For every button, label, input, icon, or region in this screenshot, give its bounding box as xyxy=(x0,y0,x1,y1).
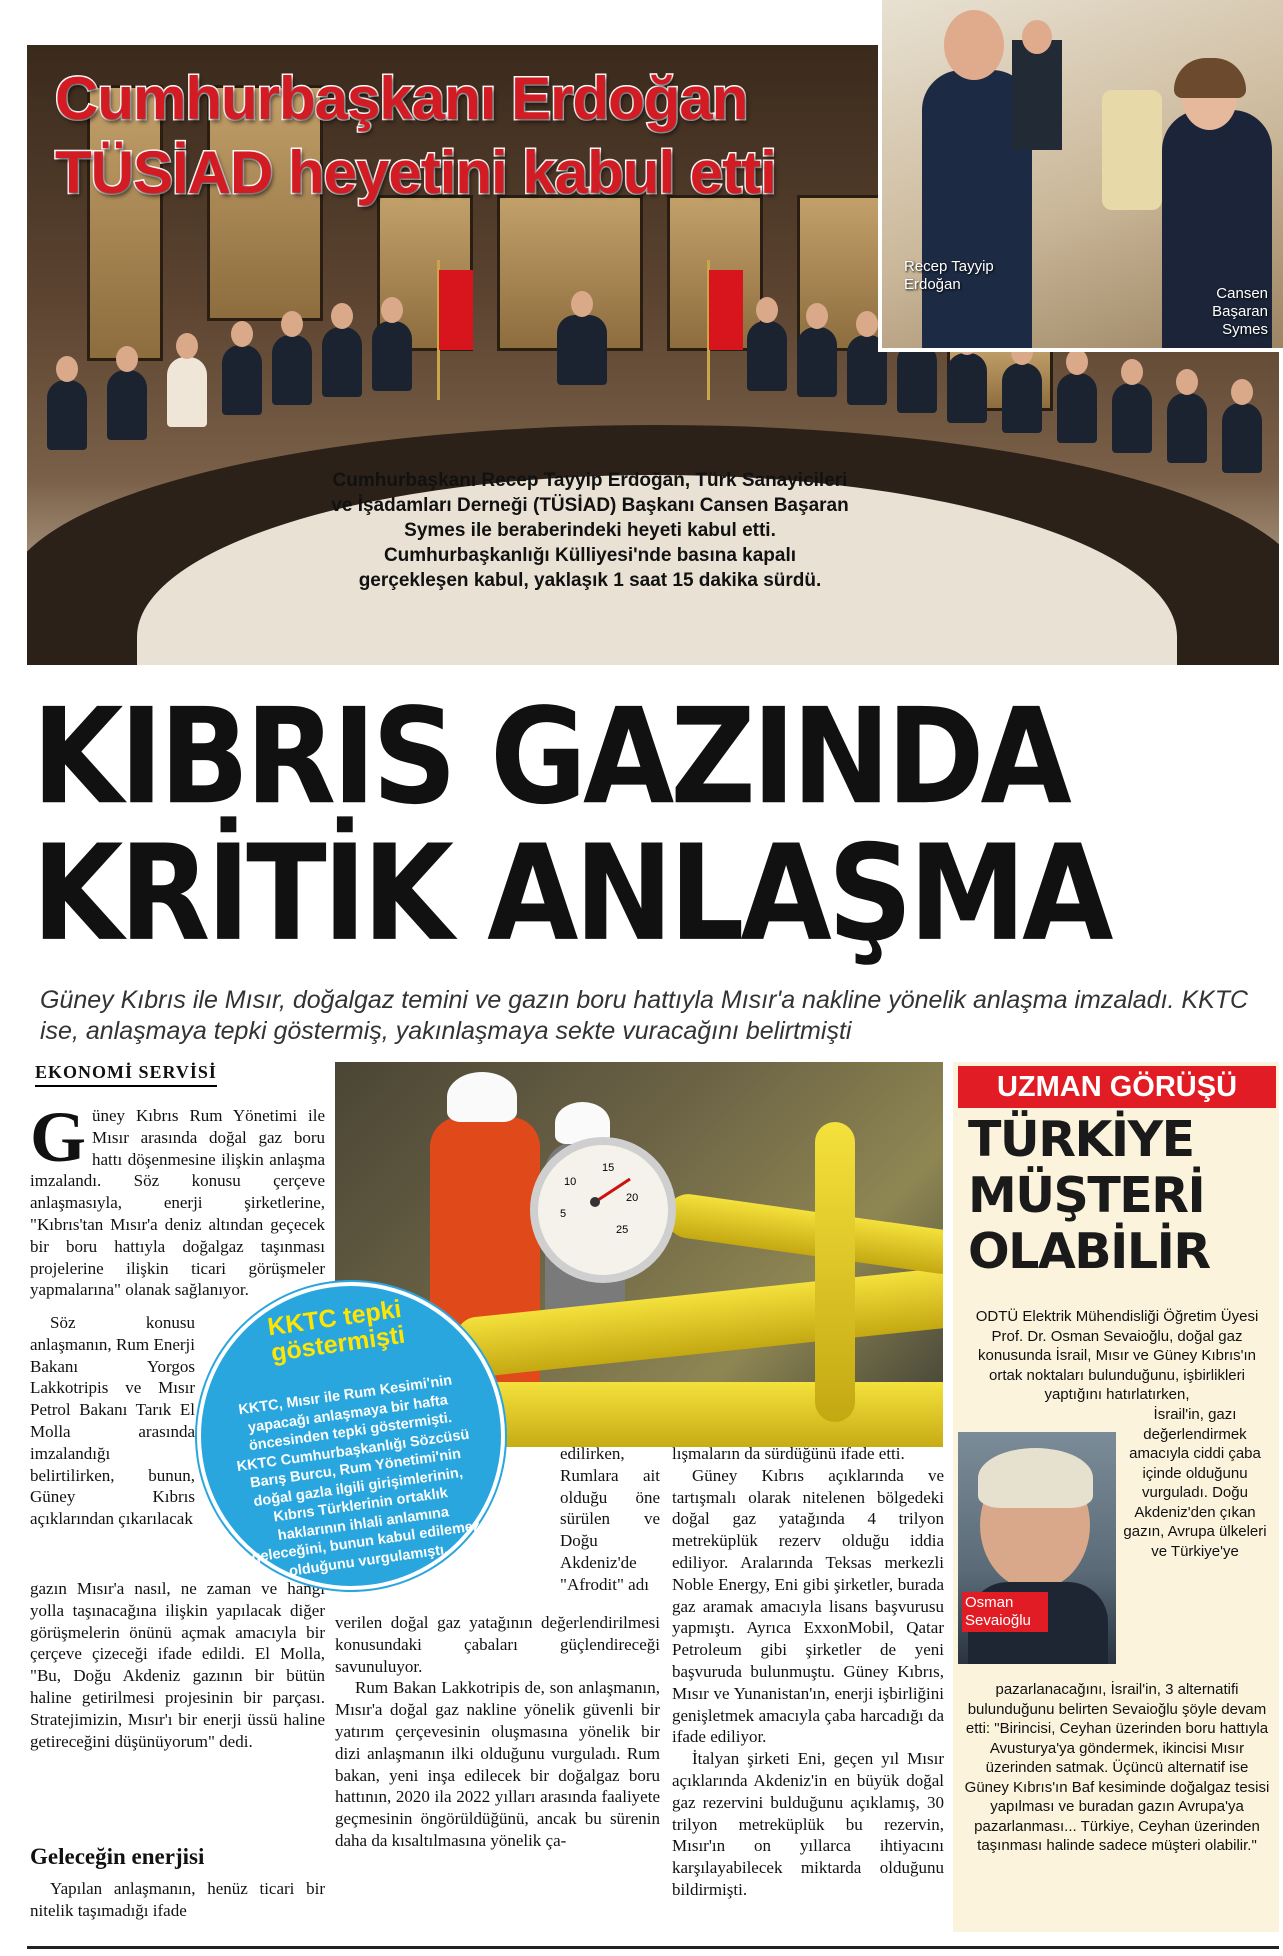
gauge-label: 10 xyxy=(564,1176,577,1188)
main-headline-line1: KIBRIS GAZINDA xyxy=(32,679,1068,834)
byline: EKONOMİ SERVİSİ xyxy=(35,1062,217,1087)
expert-text-intro: ODTÜ Elektrik Mühendisliği Öğretim Üyesi Prof. Dr. Osman Sevaioğlu, doğal gaz konusunda İsrail, Mısır ve Güney Kıbrıs'ın ortak noktaları bulunduğunu, işbirlikleri yaptığını hatırlatırken, xyxy=(975,1308,1259,1403)
article-col1-para4: Yapılan anlaşmanın, henüz ticari bir nitelik taşımadığı ifade xyxy=(30,1879,325,1920)
main-headline xyxy=(32,679,1272,971)
gauge-label: 5 xyxy=(560,1208,567,1220)
dropcap: G xyxy=(30,1097,87,1177)
inset-label-erdogan: Recep Tayyip Erdoğan xyxy=(904,258,994,293)
expert-tag: UZMAN GÖRÜŞÜ xyxy=(958,1066,1276,1108)
article-col1-para1: Güney Kıbrıs Rum Yönetimi ile Mısır arasında doğal gaz boru hattı döşenmesine ilişkin anlaşma imzalandı. Söz konusu çerçeve anlaşmasıyla, enerji şirketlerine, "Kıbrıs'tan Mısır'a deniz altından geçecek bir boru hattıyla doğalgaz taşınması projelerine ilişkin ticari görüşmeler yapmalarına" olanak sağlanıyor. xyxy=(30,1097,325,1300)
article-col3: lışmaların da sürdüğünü ifade etti. Güney Kıbrıs açıklarında ve tartışmalı olarak nitelenen bölgedeki doğal gaz yatağında 4 trilyon metreküplük rezerv olduğu iddia ediliyor. Aralarında Teksas merkezli Noble Energy, Eni gibi şirketler, burada gaz aramak amacıyla lisans başvurusu yapmıştı. Ayrıca ExxonMobil, Qatar Petroleum gibi şirketler de yeni başvuruda bulunmuştu. Güney Kıbrıs, Mısır ve Yunanistan'ın, enerji işbirliğini genişletmek amacıyla çaba harcadığı da ifade ediliyor. İtalyan şirketi Eni, geçen yıl Mısır açıklarında Akdeniz'in en büyük doğal gaz rezervini bulduğunu açıklamış, 30 trilyon metreküplük bu rezervin, Mısır'ın on yıllarca ihtiyacını karşılayabilecek miktarda olduğunu bildirmişti. xyxy=(672,1444,944,1899)
photo-caption: Cumhurbaşkanı Recep Tayyip Erdoğan, Türk Sanayicileri ve İşadamları Derneği (TÜSİAD) Başkanı Cansen Başaran Symes ile beraberindeki heyeti kabul etti. Cumhurbaşkanlığı Külliyesi'nde basına kapalı gerçekleşen kabul, yaklaşık 1 saat 15 dakika sürdü. xyxy=(331,470,849,591)
turkish-flag xyxy=(709,270,743,350)
top-headline-line1: Cumhurbaşkanı Erdoğan xyxy=(55,65,748,132)
article-col2-para1: edilirken, Rumlara ait olduğu öne sürülen ve Doğu Akdeniz'de "Afrodit" adı xyxy=(560,1444,660,1594)
top-headline xyxy=(55,62,955,210)
callout-text: KKTC, Mısır ile Rum Kesimi'nin yapacağı anlaşmaya bir hafta öncesinden tepki göstermişti. KKTC Cumhurbaşkanlığı Sözcüsü Barış Burcu, Rum Yönetimi'nin doğal gazla ilgili girişimlerinin, Kıbrıs Türklerinin ortaklık haklarının ihlali anlamına geleceğini, bunun kabul edilemez olduğunu vurgulamıştı. xyxy=(235,1372,482,1580)
expert-text-middle: İsrail'in, gazı değerlendirmek amacıyla ciddi çaba içinde olduğunu vurguladı. Doğu Akdeniz'den çıkan gazın, Avrupa ülkeleri ve Türkiye'ye xyxy=(1123,1406,1267,1560)
kktc-callout xyxy=(177,1262,525,1610)
turkish-flag xyxy=(439,270,473,350)
article-subhead: Geleceğin enerjisi xyxy=(30,1844,205,1869)
subheadline: Güney Kıbrıs ile Mısır, doğalgaz temini ve gazın boru hattıyla Mısır'a nakline yönelik anlaşma imzaladı. KKTC ise, anlaşmaya tepki göstermiş, yakınlaşmaya sekte vuracağını belirtmişti xyxy=(40,986,1249,1045)
pressure-gauge-icon xyxy=(530,1137,676,1283)
main-headline-line2: KRİTİK ANLAŞMA xyxy=(32,815,1110,971)
gauge-label: 20 xyxy=(626,1192,639,1204)
expert-text-quote: pazarlanacağını, İsrail'in, 3 alternatifi bulunduğunu belirten Sevaioğlu şöyle devam etti: "Birincisi, Ceyhan üzerinden boru hattıyla Avusturya'ya göndermek, ikincisi Mısır üzerinden satmak. Üçüncü alternatif ise Güney Kıbrıs'ın Baf kesiminde doğalgaz tesisi yapılması ve buradan gazın Avrupa'ya pazarlanması... Türkiye, Ceyhan üzerinden taşınması halinde sadece müşteri olabilir." xyxy=(964,1681,1270,1854)
article-col1-para3: gazın Mısır'a nasıl, ne zaman ve hangi yolla taşınacağına ilişkin yapılacak diğer görüşmelerin önünü açmak amacıyla bir çerçeve çizeceği ifade edildi. El Molla, "Bu, Doğu Akdeniz gazının bir bütün haline getirilmesi projesinin bir parçası. Stratejimizin, Mısır'ı bir enerji üssü haline getireceğini düşünüyorum" dedi. xyxy=(30,1579,325,1751)
bottom-rule xyxy=(27,1946,1279,1949)
callout-title: KKTC tepki göstermişti xyxy=(265,1294,407,1368)
gauge-label: 15 xyxy=(602,1162,615,1174)
inset-label-symes: Cansen Başaran Symes xyxy=(1212,285,1268,338)
article-col2-para2: verilen doğal gaz yatağının değerlendirilmesi konusundaki çabaları güçlendireceği savunuluyor. Rum Bakan Lakkotripis de, son anlaşmanın, Mısır'a doğal gaz nakline yönelik güvenli bir yatırım çerçevesinin oluşmasına yönelik bir dizi anlaşmanın ilki olduğunu vurguladı. Rum bakan, yeni inşa edilecek bir doğalgaz boru hattının, 2020 ila 2022 yılları arasında faaliyete geçmesinin öngörüldüğünü, ancak bu sürenin daha da kısaltılmasına yönelik ça- xyxy=(335,1613,660,1850)
top-headline-line2: TÜSİAD heyetini kabul etti xyxy=(55,139,776,206)
gauge-label: 25 xyxy=(616,1224,629,1236)
article-col1-para2: Söz konusu anlaşmanın, Rum Enerji Bakanı Yorgos Lakkotripis ve Mısır Petrol Bakanı Tarık El Molla arasında imzalandığı belirtilirken, bunun, Güney Kıbrıs açıklarından çıkarılacak xyxy=(30,1313,195,1529)
expert-headline: TÜRKİYE MÜŞTERİ OLABİLİR xyxy=(968,1111,1210,1280)
expert-portrait-name: Osman Sevaioğlu xyxy=(962,1592,1048,1632)
